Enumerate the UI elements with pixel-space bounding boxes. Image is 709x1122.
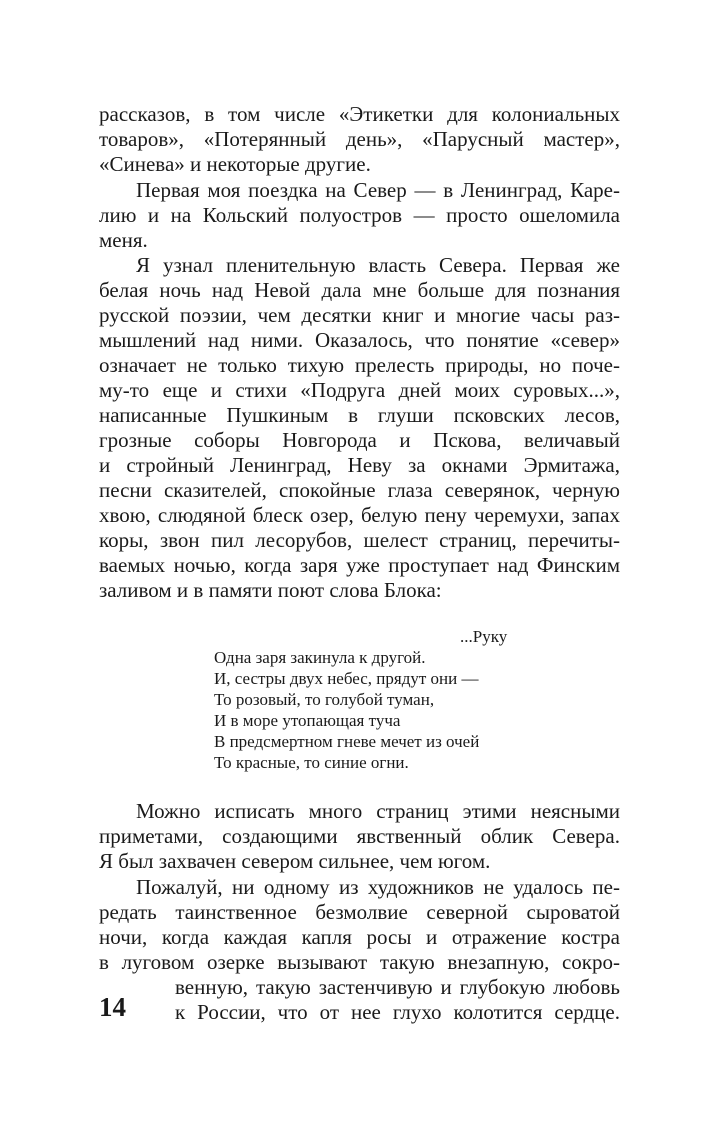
text-line: в луговом озерке вызывают такую внезапную, сокро- — [99, 950, 620, 974]
text-line: «Синева» и некоторые другие. — [99, 152, 371, 176]
text-line: рассказов, в том числе «Этикетки для колониальных — [99, 102, 620, 126]
text-line: ваемых ночью, когда заря уже проступает над Финским — [99, 553, 620, 577]
text-line: означает не только тихую прелесть природы, но поче- — [99, 353, 620, 377]
verse-line: То розовый, то голубой туман, — [214, 690, 435, 709]
text-line: хвою, слюдяной блеск озер, белую пену черемухи, запах — [99, 503, 620, 527]
text-line: приметами, создающими явственный облик Севера. — [99, 824, 620, 848]
text-line: товаров», «Потерянный день», «Парусный мастер», — [99, 127, 620, 151]
verse-line: В предсмертном гневе мечет из очей — [214, 732, 480, 751]
text-line: му-то еще и стихи «Подруга дней моих суровых...», — [99, 378, 620, 402]
text-line: ночи, когда каждая капля росы и отражение костра — [99, 925, 620, 949]
text-line: песни сказителей, спокойные глаза северянок, черную — [99, 478, 620, 502]
text-line: белая ночь над Невой дала мне больше для познания — [99, 278, 620, 302]
verse-line: То красные, то синие огни. — [214, 753, 409, 772]
text-line: к России, что от нее глухо колотится сердце. — [175, 1000, 620, 1024]
text-line: и стройный Ленинград, Неву за окнами Эрмитажа, — [99, 453, 620, 477]
text-line: заливом и в памяти поют слова Блока: — [99, 578, 442, 602]
text-line: венную, такую застенчивую и глубокую любовь — [175, 975, 620, 999]
verse-line: ...Руку — [460, 627, 508, 646]
text-line: русской поэзии, чем десятки книг и многие часы раз- — [99, 303, 620, 327]
text-line: лию и на Кольский полуостров — просто ошеломила — [99, 203, 620, 227]
text-line: мышлений над ними. Оказалось, что понятие «север» — [99, 328, 620, 352]
text-line: Пожалуй, ни одному из художников не удалось пе- — [136, 875, 620, 899]
text-line: редать таинственное безмолвие северной сыроватой — [99, 900, 620, 924]
text-line: Я узнал пленительную власть Севера. Первая же — [136, 253, 620, 277]
verse-line: И, сестры двух небес, прядут они — — [214, 669, 479, 688]
verse-line: Одна заря закинула к другой. — [214, 648, 426, 667]
text-line: Можно исписать много страниц этими неясными — [136, 799, 620, 823]
text-line: коры, звон пил лесорубов, шелест страниц, перечиты- — [99, 528, 620, 552]
page-number: 14 — [99, 992, 126, 1022]
text-line: меня. — [99, 228, 148, 252]
text-line: Я был захвачен севером сильнее, чем югом. — [99, 849, 491, 873]
verse-line: И в море утопающая туча — [214, 711, 401, 730]
text-line: Первая моя поездка на Север — в Ленинград, Каре- — [136, 178, 620, 202]
text-line: написанные Пушкиным в глуши псковских лесов, — [99, 403, 620, 427]
text-line: грозные соборы Новгорода и Пскова, величавый — [99, 428, 620, 452]
